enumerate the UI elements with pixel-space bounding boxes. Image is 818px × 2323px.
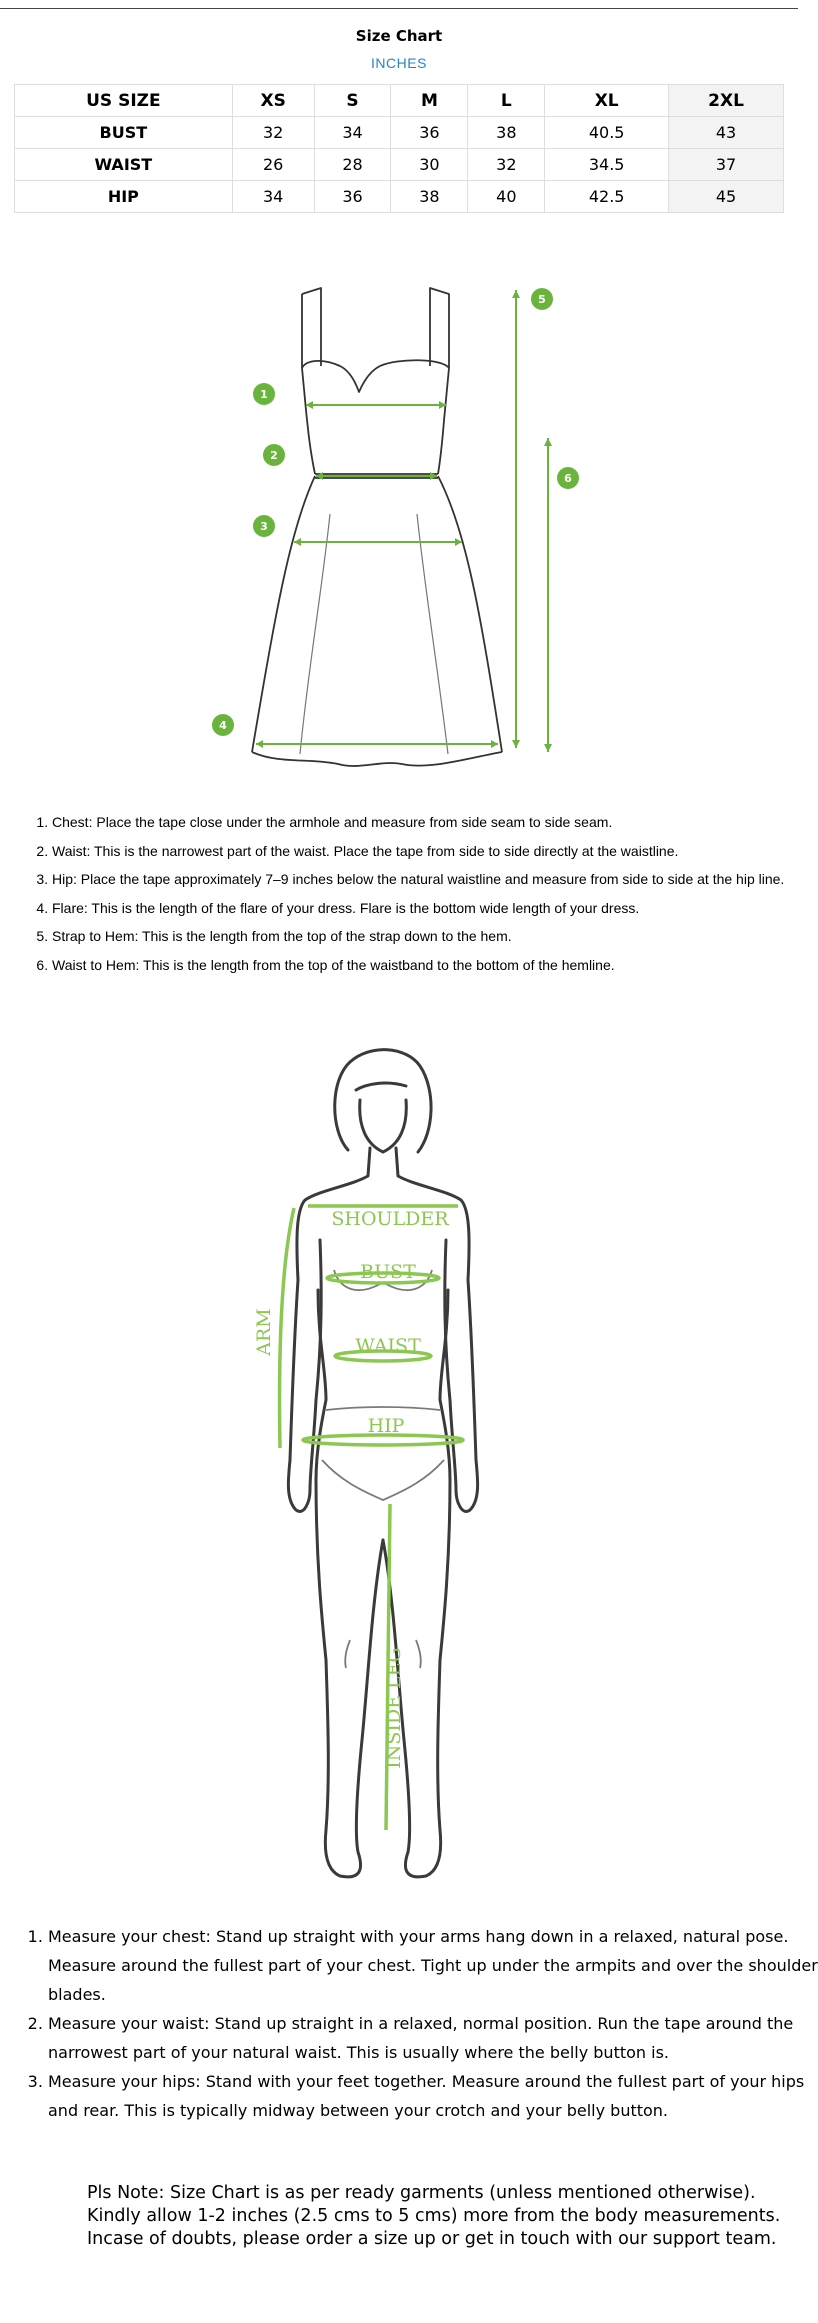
arm-label: ARM [253, 1308, 275, 1356]
list-item: 5. Strap to Hem: This is the length from the top of the strap down to the hem. [52, 922, 812, 951]
table-header-row [15, 85, 784, 117]
body-diagram [230, 1040, 530, 1900]
table-cell: 28 [314, 149, 391, 181]
column-header: M [391, 85, 468, 117]
waist-label: WAIST [355, 1335, 421, 1357]
list-item: 4. Flare: This is the length of the flare of your dress. Flare is the bottom wide length of your dress. [52, 894, 812, 923]
svg-text:4: 4 [219, 719, 227, 732]
top-divider [0, 8, 798, 9]
row-label: BUST [15, 117, 233, 149]
table-cell: 37 [669, 149, 784, 181]
table-cell: 36 [391, 117, 468, 149]
note-line: Kindly allow 1-2 inches (2.5 cms to 5 cms) more from the body measurements. [87, 2206, 781, 2226]
list-item: 2. Waist: This is the narrowest part of the waist. Place the tape from side to side directly at the waistline. [52, 837, 812, 866]
hip-label: HIP [367, 1415, 405, 1437]
column-header: US SIZE [15, 85, 233, 117]
size-chart-table [14, 84, 784, 213]
body-detail [322, 1270, 444, 1668]
row-label: HIP [15, 181, 233, 213]
svg-text:5: 5 [538, 293, 546, 306]
table-row [15, 149, 784, 181]
marker-1 [253, 383, 275, 405]
dress-measure-lines [256, 290, 552, 752]
table-cell: 34 [314, 117, 391, 149]
table-cell: 30 [391, 149, 468, 181]
table-cell: 32 [468, 149, 545, 181]
table-row [15, 117, 784, 149]
table-cell: 34 [232, 181, 314, 213]
column-header: S [314, 85, 391, 117]
marker-6 [557, 467, 579, 489]
marker-3 [253, 515, 275, 537]
dress-instructions-list [26, 808, 812, 979]
column-header: 2XL [669, 85, 784, 117]
table-cell: 40.5 [545, 117, 669, 149]
row-label: WAIST [15, 149, 233, 181]
marker-4 [212, 714, 234, 736]
table-cell: 42.5 [545, 181, 669, 213]
list-item: 3. Hip: Place the tape approximately 7–9 inches below the natural waistline and measure from side to side at the hip line. [52, 865, 812, 894]
svg-text:3: 3 [260, 520, 268, 533]
svg-text:6: 6 [564, 472, 572, 485]
table-cell: 38 [391, 181, 468, 213]
marker-2 [263, 444, 285, 466]
inside-leg-label: INSIDE LEG [383, 1647, 405, 1769]
list-item: 1. Chest: Place the tape close under the armhole and measure from side seam to side seam. [52, 808, 812, 837]
bust-label: BUST [360, 1261, 416, 1283]
unit-label: INCHES [371, 55, 427, 71]
note-line: Incase of doubts, please order a size up or get in touch with our support team. [87, 2229, 777, 2249]
column-header: L [468, 85, 545, 117]
shoulder-label: SHOULDER [331, 1208, 449, 1230]
table-cell: 38 [468, 117, 545, 149]
body-instructions-list [22, 1922, 818, 2125]
list-item: 3. Measure your hips: Stand with your feet together. Measure around the fullest part of your hips and rear. This is typically midway between your crotch and your belly button. [48, 2067, 818, 2125]
table-cell: 45 [669, 181, 784, 213]
body-measure-lines [280, 1206, 463, 1830]
table-row [15, 181, 784, 213]
svg-text:2: 2 [270, 449, 278, 462]
dress-diagram [219, 270, 572, 770]
page-title: Size Chart [355, 27, 443, 45]
column-header: XL [545, 85, 669, 117]
list-item: 1. Measure your chest: Stand up straight with your arms hang down in a relaxed, natural pose. Measure around the fullest part of your chest. Tight up under the armpits and over the shoulder blades. [48, 1922, 818, 2009]
marker-5 [531, 288, 553, 310]
note-line: Pls Note: Size Chart is as per ready garments (unless mentioned otherwise). [87, 2183, 756, 2203]
dress-outline [252, 288, 502, 766]
column-header: XS [232, 85, 314, 117]
table-cell: 26 [232, 149, 314, 181]
note-block [87, 2182, 787, 2251]
table-cell: 32 [232, 117, 314, 149]
table-cell: 40 [468, 181, 545, 213]
table-cell: 36 [314, 181, 391, 213]
list-item: 2. Measure your waist: Stand up straight in a relaxed, normal position. Run the tape around the narrowest part of your natural waist. This is usually where the belly button is. [48, 2009, 818, 2067]
table-cell: 34.5 [545, 149, 669, 181]
list-item: 6. Waist to Hem: This is the length from the top of the waistband to the bottom of the hemline. [52, 951, 812, 980]
table-cell: 43 [669, 117, 784, 149]
svg-text:1: 1 [260, 388, 268, 401]
